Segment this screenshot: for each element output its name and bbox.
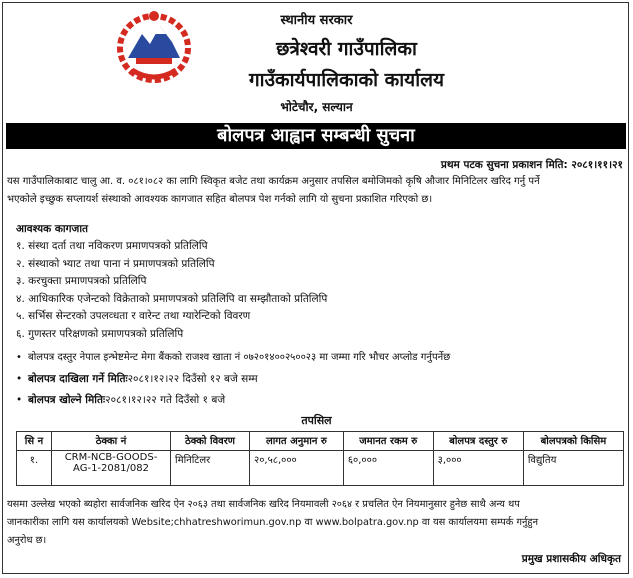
bullet-opening-date: • बोलपत्र खोल्ने मितिः२०८१।१२।२२ गते दिउँसो १ बजे: [16, 394, 226, 406]
intro-line-2: भएकोले इच्छुक सप्लायर्श संस्थाको आवश्यक कागजात सहित बोलपत्र पेश गर्नको लागि यो सुचना प्रकाशित गरिएको छ।: [7, 194, 433, 205]
list-item: ४. आधिकारिक एजेन्टको विक्रेताको प्रमाणपत्रको प्रतिलिपि वा सम्झौताको प्रतिलिपि: [16, 292, 328, 305]
tender-table: [16, 431, 624, 486]
bullet-deposit: • बोलपत्र दस्तुर नेपाल इन्भेष्टमेन्ट मेगा बैंकको राजश्व खाता नं ०७२०१४००२५००२३ मा जम्मा गरि भौचर अप्लोड गर्नुपर्नेछ: [16, 350, 450, 366]
publish-date: प्रथम पटक सुचना प्रकाशन मिति: २०८१।११।२१: [440, 159, 623, 171]
header-line-local-government: स्थानीय सरकार: [280, 13, 353, 28]
footer-line-1: यसमा उल्लेख भएको ब्यहोरा सार्वजनिक खरिद ऐन २०६३ तथा सार्वजनिक खरिद नियमावली २०६४ र प्रचलित ऐन नियमानुसार हुनेछ साथै अन्य थप: [7, 499, 520, 510]
footer-line-2: जानकारीका लागि यस कार्यालयको Website;chhatreshworimun.gov.np वा www.bolpatra.gov.np वा यस कार्यालयमा सम्पर्क गर्नुहुन: [7, 517, 539, 528]
list-item: ६. गुणस्तर परिक्षणको प्रमाणपत्रको प्रतिलिपि: [16, 327, 184, 340]
bullet-submission-date: • बोलपत्र दाखिला गर्ने मितिः२०८१।१२।२२ दिउँसो १२ बजे सम्म: [16, 373, 258, 385]
header-line-office: गाउँकार्यपालिकाको कार्यालय: [248, 69, 445, 91]
table-header-cell: जमानत रकम रु: [343, 432, 433, 451]
header-line-address: भोटेचौर, सल्यान: [280, 100, 353, 114]
documents-heading: आवश्यक कागजात: [16, 223, 89, 235]
intro-line-1: यस गाउँपालिकाबाट चालु आ. व. ०८१।०८२ का लागि स्विकृत बजेट तथा कार्यक्रम अनुसार तपसिल बमोजिमको कृषि औजार मिनिटिलर खरिद गर्नु पर्ने: [7, 176, 540, 187]
documents-list: [16, 238, 327, 343]
table-header-cell: लागत अनुमान रु: [250, 432, 344, 451]
table-header-cell: ठेक्को विवरण: [171, 432, 250, 451]
table-header-cell: बोलपत्रको किसिम: [523, 432, 623, 451]
table-cell: ६०,०००: [343, 451, 433, 486]
bullet-icon: •: [16, 352, 22, 363]
notice-title-banner: बोलपत्र आह्वान सम्बन्धी सुचना: [6, 123, 626, 149]
table-cell: CRM-NCB-GOODS-AG-1-2081/082: [52, 451, 171, 486]
signature-title: प्रमुख प्रशासकीय अधिकृत: [521, 553, 621, 565]
table-header-cell: बोलपत्र दस्तुर रु: [433, 432, 523, 451]
table-cell: मिनिटिलर: [171, 451, 250, 486]
table-row: [17, 451, 624, 486]
footer-line-3: अनुरोध छ।: [7, 535, 47, 546]
table-header-cell: ठेक्का नं: [52, 432, 171, 451]
bullet-icon: •: [16, 394, 23, 406]
table-caption: तपसिल: [301, 414, 332, 427]
table-header-cell: सि न: [17, 432, 52, 451]
bullet-icon: •: [16, 373, 23, 385]
list-item: १. संस्था दर्ता तथा नविकरण प्रमाणपत्रको प्रतिलिपि: [16, 240, 208, 252]
table-cell: विद्युतिय: [523, 451, 623, 486]
table-cell: १.: [17, 451, 52, 486]
table-header-row: [17, 432, 624, 451]
table-cell: २०,५८,०००: [250, 451, 344, 486]
table-cell: ३,०००: [433, 451, 523, 486]
list-item: ३. करचुक्ता प्रमाणपत्रको प्रतिलिपि: [16, 275, 147, 287]
list-item: २. संस्थाको भ्याट तथा पाना नं प्रमाणपत्रको प्रतिलिपि: [16, 257, 215, 270]
list-item: ५. सर्भिस सेन्टरको उपलव्धता र वारेन्ट तथा ग्यारेन्टिको विवरण: [16, 310, 251, 322]
header-line-municipality: छत्रेश्वरी गाउँपालिका: [276, 38, 417, 60]
